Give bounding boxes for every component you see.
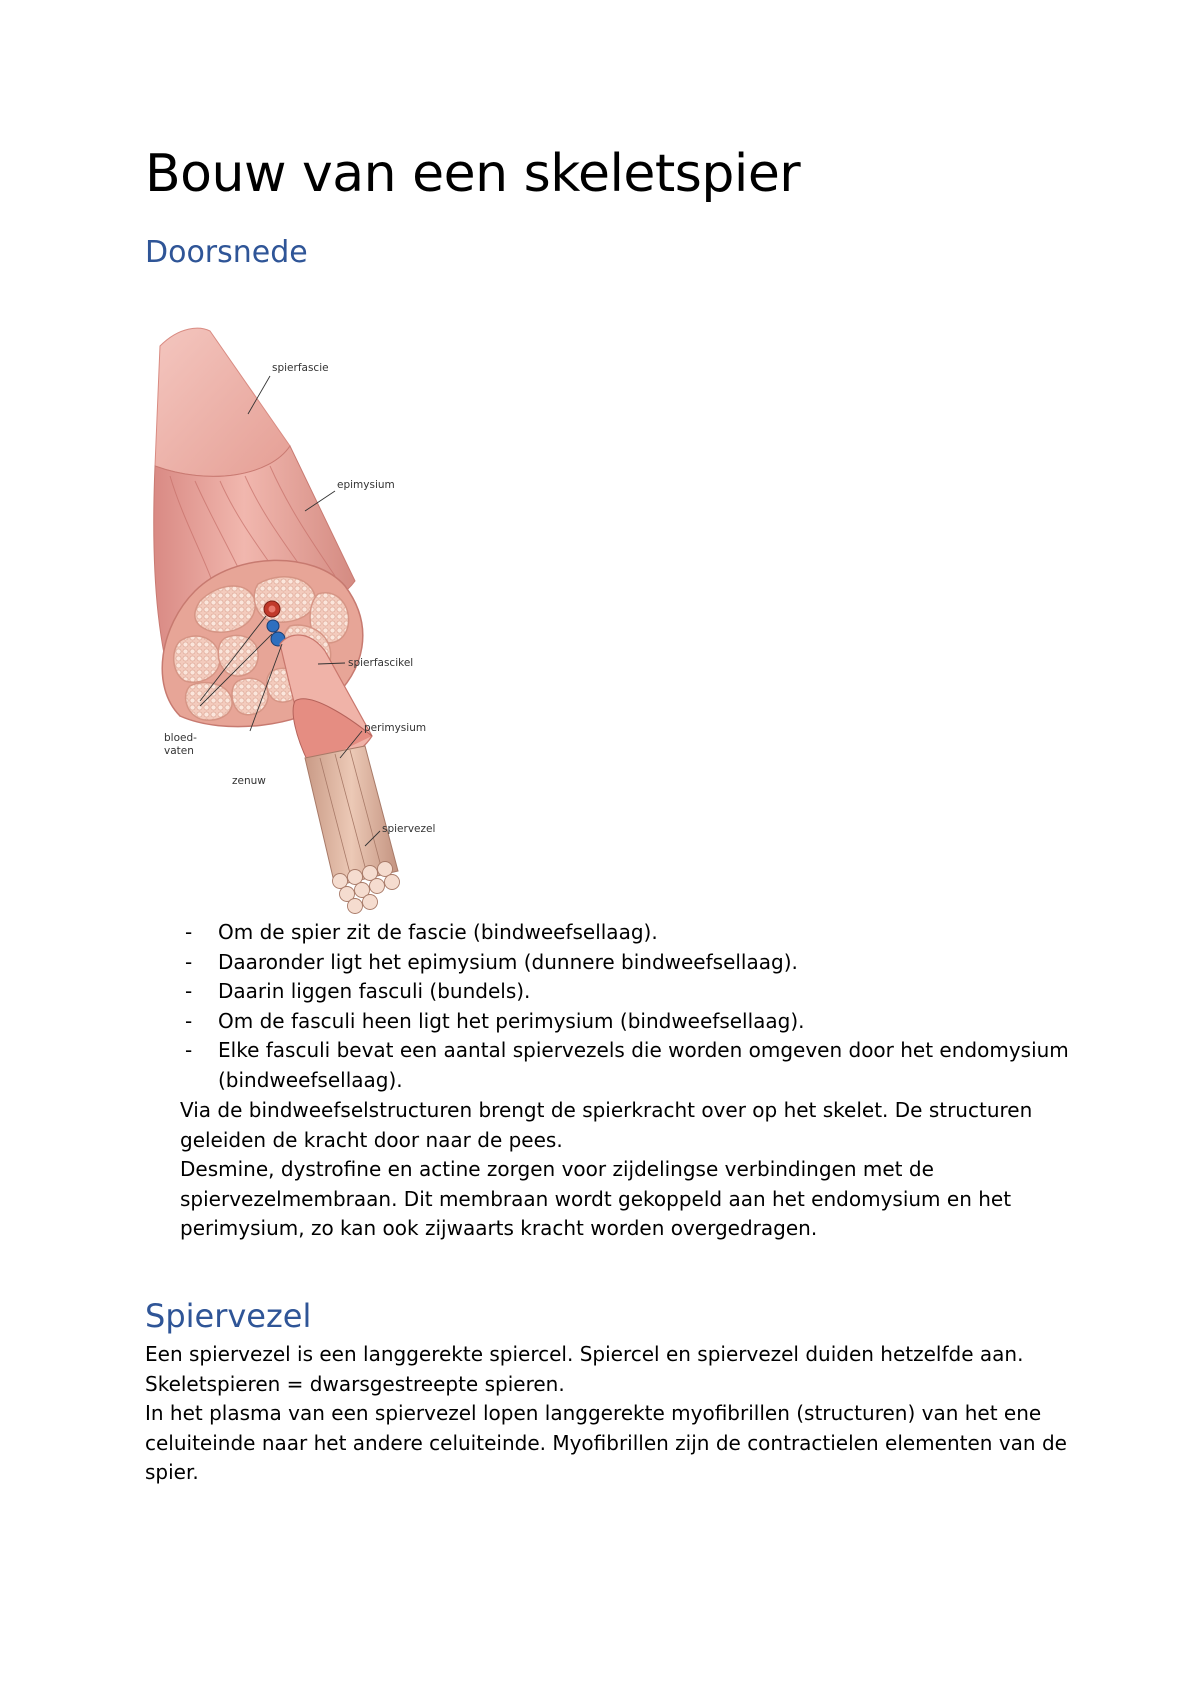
label-epimysium: epimysium: [337, 479, 395, 491]
label-spiervezel: spiervezel: [382, 823, 436, 835]
list-item: - Daaronder ligt het epimysium (dunnere bindweefsellaag).: [180, 948, 1080, 978]
page-title: Bouw van een skeletspier: [145, 144, 801, 204]
label-bloedvaten-2: vaten: [164, 745, 194, 757]
paragraph-bindweefsel: Via de bindweefselstructuren brengt de spierkracht over op het skelet. De structuren geleiden de kracht door naar de pees.: [180, 1098, 1033, 1152]
label-spierfascie: spierfascie: [272, 362, 329, 374]
bullet-dash: -: [185, 1008, 193, 1033]
section-heading-spiervezel: Spiervezel: [145, 1297, 312, 1335]
list-item: - Om de fasculi heen ligt het perimysium (bindweefsellaag).: [180, 1007, 1080, 1037]
label-zenuw: zenuw: [232, 775, 266, 787]
bullet-dash: -: [185, 1038, 193, 1062]
list-item: - Elke fasculi bevat een aantal spiervezels die worden omgeven door het endomysium (bindweefsellaag).: [185, 1038, 1069, 1092]
paragraph-spiervezel-2: Skeletspieren = dwarsgestreepte spieren.: [145, 1372, 565, 1396]
label-bloedvaten-1: bloed-: [164, 732, 197, 744]
bullet-dash: -: [185, 920, 193, 944]
label-spierfascikel: spierfascikel: [348, 657, 414, 669]
bullet-dash: -: [185, 949, 193, 974]
paragraph-spiervezel-3: In het plasma van een spiervezel lopen langgerekte myofibrillen (structuren) van het ene celuiteinde naar het andere celuiteinde. Myofibrillen zijn de contractielen elementen van de spier.: [145, 1401, 1067, 1484]
paragraph-desmine: Desmine, dystrofine en actine zorgen voor zijdelingse verbindingen met de spiervezelmembraan. Dit membraan wordt gekoppeld aan het endomysium en het perimysium, zo kan ook zijwaarts kracht worden overgedragen.: [180, 1157, 1012, 1240]
muscle-cross-section-figure: [140, 326, 470, 916]
section-heading-doorsnede: Doorsnede: [145, 235, 308, 270]
list-item: - Om de spier zit de fascie (bindweefsellaag).: [180, 918, 1080, 948]
paragraph-spiervezel-1: Een spiervezel is een langgerekte spiercel. Spiercel en spiervezel duiden hetzelfde aan.: [145, 1342, 1024, 1366]
bullet-dash: -: [185, 979, 193, 1003]
bullet-list: [180, 918, 1080, 1095]
muscle-illustration: [140, 326, 470, 916]
label-perimysium: perimysium: [364, 722, 427, 734]
list-item: - Daarin liggen fasculi (bundels).: [180, 977, 1080, 1007]
